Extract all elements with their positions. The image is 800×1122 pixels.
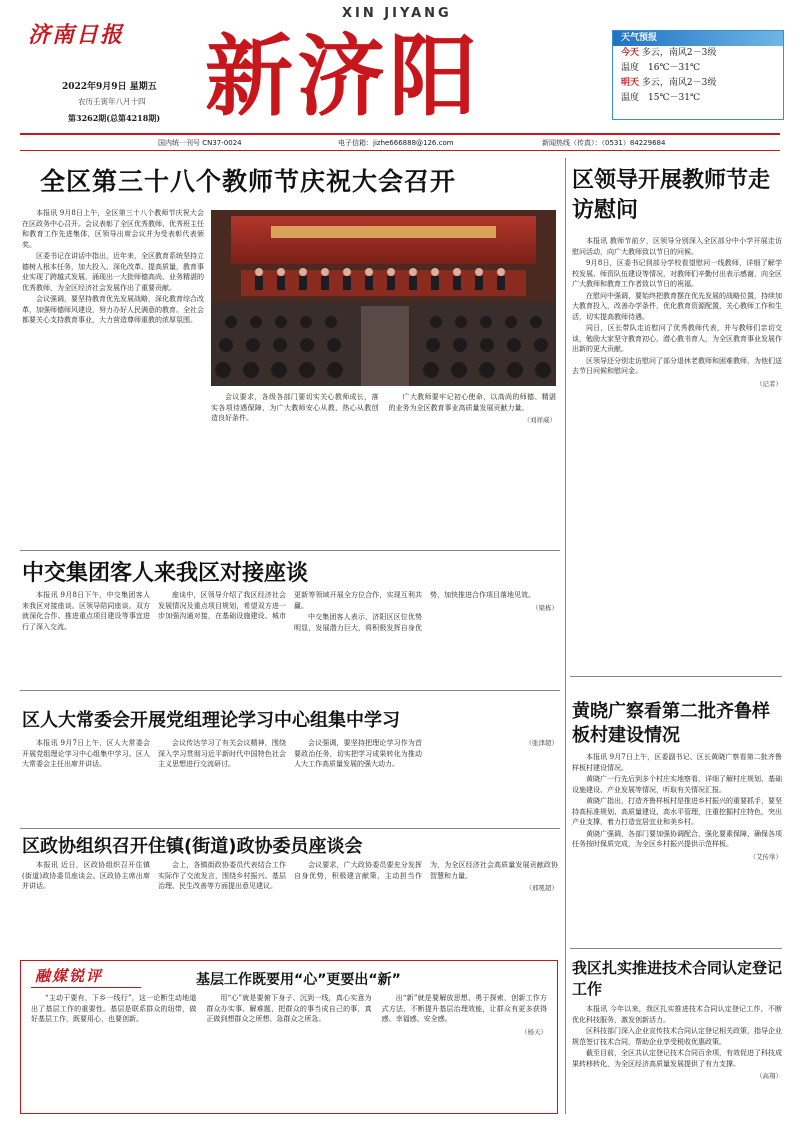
article3-p2: 座谈中，区领导介绍了我区经济社会发展情况及重点项目规划，希望双方进一步加强沟通对接，在基础设施建设、城市更新等领域开展全方位合作，实现互利共赢。 xyxy=(158,591,422,620)
weather-header: 天气预报 xyxy=(613,31,783,46)
article7-text xyxy=(572,1004,782,1114)
weather-tomorrow: 明天 多云，南风2－3级 xyxy=(621,78,717,88)
article7-headline: 我区扎实推进技术合同认定登记工作 xyxy=(572,959,783,998)
article1-p2: 区委书记在讲话中指出，近年来，全区教育系统坚持立德树人根本任务，加大投入、深化改革、提高质量，教育事业实现了跨越式发展，涌现出一大批师德高尚、业务精湛的优秀教师，为全区经济社会发展作出了重要贡献。 xyxy=(22,252,204,292)
commentary-underline xyxy=(31,987,141,988)
article1-p4: 会议要求，各级各部门要切实关心教师成长，落实各项待遇保障，为广大教师安心从教、热心从教创造良好条件。 xyxy=(211,393,379,422)
article4-author: （艾传举） xyxy=(749,852,782,861)
article4-p4: 黄晓广强调，各部门要加强协调配合，强化要素保障，确保各项任务按时保质完成，为全区乡村振兴提供示范样板。 xyxy=(572,829,782,848)
article2-p3: 在慰问中强调，要始终把教育摆在优先发展的战略位置，持续加大教育投入，改善办学条件，优化教育资源配置，关心教师工作和生活，切实提高教师待遇。 xyxy=(572,291,782,321)
article5-p2: 会议传达学习了有关会议精神，围绕深入学习贯彻习近平新时代中国特色社会主义思想进行交流研讨。 xyxy=(158,739,286,768)
article5-author: （张津超） xyxy=(525,739,558,747)
article4-p3: 黄晓广指出，打造齐鲁样板村是推进乡村振兴的重要抓手，要坚持高标准规划、高质量建设、高水平管理，注重挖掘村庄特色，突出产业支撑，着力打造宜居宜业和美乡村。 xyxy=(572,797,782,826)
infobar-hotline: 新闻热线（传真）：（0531）84229684 xyxy=(542,139,666,147)
divider-right-b xyxy=(570,948,782,949)
article1-p3: 会议强调，要坚持教育优先发展战略，深化教育综合改革，加强师德师风建设，努力办好人民满意的教育。全社会都要关心支持教育事业，大力营造尊师重教的浓厚氛围。 xyxy=(22,295,204,324)
commentary-box xyxy=(20,960,558,1114)
article2-p1: 本报讯 教师节前夕，区领导分别深入全区部分中小学开展走访慰问活动，向广大教师致以节日的问候。 xyxy=(572,237,782,256)
article6-p2: 会上，各镇街政协委员代表结合工作实际作了交流发言，围绕乡村振兴、基层治理、民生改善等方面提出意见建议。 xyxy=(158,861,286,890)
article7-p1: 本报讯 今年以来，我区扎实推进技术合同认定登记工作，不断优化科技服务，激发创新活力。 xyxy=(572,1005,782,1024)
commentary-column-label: 融媒锐评 xyxy=(35,967,104,985)
article5-p1: 本报讯 9月7日上午，区人大常委会开展党组理论学习中心组集中学习。区人大常委会主任出席并讲话。 xyxy=(22,739,150,768)
weather-box xyxy=(612,30,784,120)
article2-text xyxy=(572,236,782,670)
article7-author: （高翔） xyxy=(756,1072,782,1080)
commentary-p1: “主动干要有，下乡一线行”，这一论断生动地道出了基层工作的重要性。基层是联系群众的纽带，做好基层工作，既要用心，也要创新。 xyxy=(31,994,197,1023)
article3-text xyxy=(22,590,558,685)
article1-text-bottom xyxy=(211,392,556,542)
article3-author: （梁栋） xyxy=(532,603,558,612)
article1-photo xyxy=(211,210,556,386)
divider-c xyxy=(20,828,560,829)
column-divider xyxy=(565,158,566,1114)
weather-tomorrow-temp: 温度 15℃－31℃ xyxy=(621,93,701,103)
article2-headline: 区领导开展教师节走访慰问 xyxy=(572,168,771,223)
article1-text-left xyxy=(22,208,204,546)
masthead-date: 2022年9月9日 星期五 xyxy=(62,82,157,92)
commentary-p3: 出“新”就是要解放思想、勇于探索，创新工作方式方法，不断提升基层治理效能，让群众有更多获得感、幸福感、安全感。 xyxy=(381,994,547,1023)
article4-p1: 本报讯 9月7日上午，区委副书记、区长黄晓广察看第二批齐鲁样板村建设情况。 xyxy=(572,753,782,772)
article4-p2: 黄晓广一行先后到多个村庄实地察看，详细了解村庄规划、基础设施建设、产业发展等情况，听取有关情况汇报。 xyxy=(572,775,782,794)
article3-p3: 中交集团客人表示，济阳区区位优势明显，发展潜力巨大，将积极发挥自身优势，加快推进合作项目落地见效。 xyxy=(294,591,535,632)
infobar-email: 电子信箱：jizhe666888@126.com xyxy=(338,139,454,147)
commentary-author: （杨天） xyxy=(520,1027,547,1036)
masthead-lunar: 农历壬寅年八月十四 xyxy=(78,97,146,106)
article1-p5: 广大教师要牢记初心使命，以高尚的师德、精湛的业务为全区教育事业高质量发展贡献力量。 xyxy=(388,393,556,412)
article4-text xyxy=(572,752,782,944)
divider-right-a xyxy=(570,676,782,677)
infobar-top-rule xyxy=(20,133,780,135)
article5-text xyxy=(22,738,558,828)
article6-author: （邢冕超） xyxy=(525,884,558,892)
article1-headline: 全区第三十八个教师节庆祝大会召开 xyxy=(40,167,457,196)
article7-p3: 截至目前，全区共认定登记技术合同百余项，有效促进了科技成果转移转化，为全区经济高质量发展提供了有力支撑。 xyxy=(572,1049,782,1068)
ceremony-photo-icon xyxy=(211,210,556,386)
article4-headline: 黄晓广察看第二批齐鲁样板村建设情况 xyxy=(572,701,770,746)
article6-p1: 本报讯 近日，区政协组织召开住镇(街道)政协委员座谈会。区政协主席出席并讲话。 xyxy=(22,861,150,890)
weather-today: 今天 多云，南风2－3级 xyxy=(621,48,717,58)
article2-p4: 同日，区长带队走访慰问了优秀教师代表，并与教师们亲切交谈，勉励大家坚守教育初心，潜心教书育人，为全区教育事业发展作出新的更大贡献。 xyxy=(572,324,782,353)
article2-p5: 区领导还分别走访慰问了部分退休老教师和困难教师，为他们送去节日问候和慰问金。 xyxy=(572,356,782,375)
article6-p3: 会议要求，广大政协委员要充分发挥自身优势，积极建言献策，主动担当作为，为全区经济社会高质量发展贡献政协智慧和力量。 xyxy=(294,861,558,880)
article6-text xyxy=(22,860,558,952)
masthead-title: 新济阳 xyxy=(205,24,482,128)
divider-a xyxy=(20,550,560,551)
masthead-pinyin: XIN JIYANG xyxy=(342,6,452,21)
article5-p3: 会议强调，要坚持把理论学习作为首要政治任务，切实把学习成果转化为推动人大工作高质量发展的强大动力。 xyxy=(294,739,422,768)
article3-p1: 本报讯 9月8日下午，中交集团客人来我区对接座谈。区领导陪同座谈。双方就深化合作、推进重点项目建设等事宜进行了深入交流。 xyxy=(22,591,150,631)
commentary-text xyxy=(31,993,547,1109)
article1-author: （刘祥威） xyxy=(523,416,556,424)
masthead-issue: 第3262期(总第4218期) xyxy=(68,113,161,123)
article3-headline: 中交集团客人来我区对接座谈 xyxy=(22,561,309,586)
article5-headline: 区人大常委会开展党组理论学习中心组集中学习 xyxy=(22,710,400,731)
article2-author: （记者） xyxy=(756,379,782,388)
article6-headline: 区政协组织召开住镇(街道)政协委员座谈会 xyxy=(22,836,363,857)
weather-today-temp: 温度 16℃－31℃ xyxy=(621,63,701,73)
article2-p2: 9月8日，区委书记到部分学校看望慰问一线教师，详细了解学校发展、师资队伍建设等情况，对教师们辛勤付出表示感谢，向全区广大教师和教育工作者致以节日的祝福。 xyxy=(572,259,782,288)
commentary-p2: 用“心”就是要俯下身子、沉到一线，真心实意为群众办实事、解难题，把群众的事当成自己的事，真正做到想群众之所想、急群众之所急。 xyxy=(206,994,372,1023)
divider-b xyxy=(20,690,560,691)
infobar-cn: 国内统一刊号 CN37-0024 xyxy=(158,139,242,147)
article1-p1: 本报讯 9月8日上午，全区第三十八个教师节庆祝大会在区政务中心召开。会议表彰了全区优秀教师、优秀班主任和教育工作先进集体，区领导出席会议并为受表彰代表颁奖。 xyxy=(22,209,204,249)
article7-p2: 区科技部门深入企业宣传技术合同认定登记相关政策，指导企业规范签订技术合同，帮助企业享受税收优惠政策。 xyxy=(572,1027,782,1046)
commentary-headline: 基层工作既要用“心”更要出“新” xyxy=(196,972,401,988)
paper-logo: 济南日报 xyxy=(28,22,125,48)
infobar-bottom-rule xyxy=(20,150,780,151)
